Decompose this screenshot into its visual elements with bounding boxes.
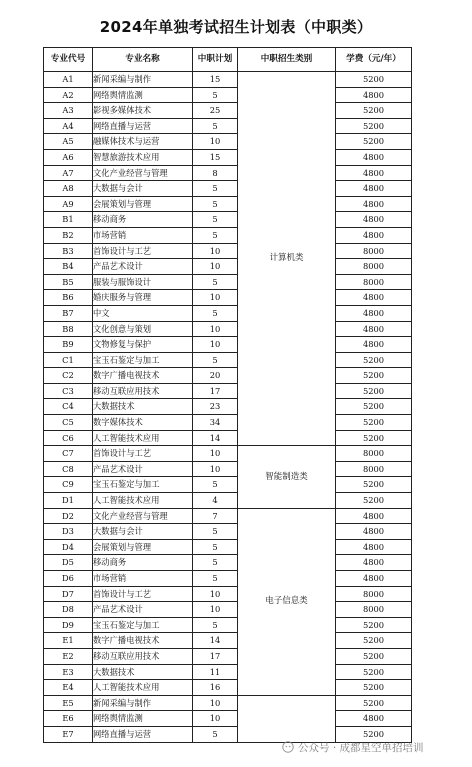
tuition-fee-cell: 4800 <box>336 87 412 103</box>
tuition-fee-cell: 4800 <box>336 555 412 571</box>
plan-count-cell: 7 <box>193 508 238 524</box>
major-code-cell: B5 <box>44 274 93 290</box>
table-row <box>44 430 412 446</box>
major-name-cell: 首饰设计与工艺 <box>93 446 193 462</box>
table-row <box>44 227 412 243</box>
plan-count-cell: 8 <box>193 165 238 181</box>
tuition-fee-cell: 5200 <box>336 134 412 150</box>
tuition-fee-cell: 5200 <box>336 118 412 134</box>
table-row <box>44 149 412 165</box>
table-row <box>44 493 412 509</box>
plan-count-cell: 5 <box>193 196 238 212</box>
plan-count-cell: 10 <box>193 461 238 477</box>
major-code-cell: C8 <box>44 461 93 477</box>
plan-count-cell: 5 <box>193 227 238 243</box>
plan-count-cell: 14 <box>193 633 238 649</box>
tuition-fee-cell: 4800 <box>336 181 412 197</box>
table-row <box>44 259 412 275</box>
tuition-fee-cell: 5200 <box>336 664 412 680</box>
plan-count-cell: 10 <box>193 243 238 259</box>
major-code-cell: A7 <box>44 165 93 181</box>
major-code-cell: D7 <box>44 586 93 602</box>
major-code-cell: D3 <box>44 524 93 540</box>
tuition-fee-cell: 4800 <box>336 524 412 540</box>
major-code-cell: A6 <box>44 149 93 165</box>
major-name-cell: 文物修复与保护 <box>93 337 193 353</box>
tuition-fee-cell: 8000 <box>336 259 412 275</box>
major-name-cell: 宝玉石鉴定与加工 <box>93 477 193 493</box>
major-code-cell: D9 <box>44 617 93 633</box>
wechat-icon <box>282 741 294 753</box>
tuition-fee-cell: 5200 <box>336 648 412 664</box>
major-code-cell: D1 <box>44 493 93 509</box>
plan-count-cell: 17 <box>193 648 238 664</box>
major-code-cell: A1 <box>44 72 93 88</box>
major-code-cell: E6 <box>44 711 93 727</box>
major-name-cell: 市场营销 <box>93 571 193 587</box>
plan-count-cell: 5 <box>193 181 238 197</box>
major-code-cell: C7 <box>44 446 93 462</box>
tuition-fee-cell: 4800 <box>336 711 412 727</box>
major-name-cell: 产品艺术设计 <box>93 259 193 275</box>
major-name-cell: 大数据技术 <box>93 664 193 680</box>
tuition-fee-cell: 5200 <box>336 477 412 493</box>
major-code-cell: D6 <box>44 571 93 587</box>
major-name-cell: 数字广播电视技术 <box>93 633 193 649</box>
major-code-cell: C9 <box>44 477 93 493</box>
major-name-cell: 人工智能技术应用 <box>93 493 193 509</box>
tuition-fee-cell: 8000 <box>336 446 412 462</box>
major-name-cell: 数字广播电视技术 <box>93 368 193 384</box>
tuition-fee-cell: 4800 <box>336 212 412 228</box>
major-code-cell: D8 <box>44 602 93 618</box>
plan-count-cell: 34 <box>193 415 238 431</box>
table-row <box>44 680 412 696</box>
table-row <box>44 711 412 727</box>
major-code-cell: C3 <box>44 383 93 399</box>
table-row <box>44 290 412 306</box>
major-code-cell: E4 <box>44 680 93 696</box>
plan-count-cell: 10 <box>193 290 238 306</box>
watermark-text: 公众号 · 成都星空单招培训 <box>298 741 424 754</box>
table-row <box>44 243 412 259</box>
major-code-cell: E1 <box>44 633 93 649</box>
table-row <box>44 103 412 119</box>
major-code-cell: C2 <box>44 368 93 384</box>
plan-count-cell: 11 <box>193 664 238 680</box>
major-name-cell: 人工智能技术应用 <box>93 680 193 696</box>
table-row <box>44 571 412 587</box>
tuition-fee-cell: 5200 <box>336 493 412 509</box>
major-name-cell: 新闻采编与制作 <box>93 695 193 711</box>
table-row <box>44 181 412 197</box>
header-plan: 中职计划 <box>193 48 238 72</box>
table-row <box>44 602 412 618</box>
plan-count-cell: 20 <box>193 368 238 384</box>
major-name-cell: 数字媒体技术 <box>93 415 193 431</box>
tuition-fee-cell: 5200 <box>336 103 412 119</box>
table-row <box>44 352 412 368</box>
table-row <box>44 524 412 540</box>
major-name-cell: 智慧旅游技术应用 <box>93 149 193 165</box>
plan-count-cell: 5 <box>193 305 238 321</box>
major-name-cell: 网络直播与运营 <box>93 118 193 134</box>
major-name-cell: 产品艺术设计 <box>93 602 193 618</box>
plan-count-cell: 5 <box>193 726 238 742</box>
tuition-fee-cell: 5200 <box>336 368 412 384</box>
plan-count-cell: 5 <box>193 617 238 633</box>
header-code: 专业代号 <box>44 48 93 72</box>
tuition-fee-cell: 4800 <box>336 227 412 243</box>
major-name-cell: 影视多媒体技术 <box>93 103 193 119</box>
major-code-cell: B1 <box>44 212 93 228</box>
plan-count-cell: 5 <box>193 87 238 103</box>
table-row <box>44 87 412 103</box>
tuition-fee-cell: 5200 <box>336 430 412 446</box>
major-name-cell: 服装与服饰设计 <box>93 274 193 290</box>
major-name-cell: 大数据与会计 <box>93 181 193 197</box>
table-row <box>44 586 412 602</box>
major-name-cell: 文化产业经营与管理 <box>93 508 193 524</box>
tuition-fee-cell: 5200 <box>336 726 412 742</box>
major-name-cell: 网络舆情监测 <box>93 711 193 727</box>
tuition-fee-cell: 4800 <box>336 165 412 181</box>
tuition-fee-cell: 5200 <box>336 72 412 88</box>
plan-count-cell: 5 <box>193 212 238 228</box>
major-name-cell: 移动商务 <box>93 555 193 571</box>
table-row <box>44 664 412 680</box>
major-name-cell: 网络直播与运营 <box>93 726 193 742</box>
major-code-cell: B4 <box>44 259 93 275</box>
major-name-cell: 移动商务 <box>93 212 193 228</box>
tuition-fee-cell: 5200 <box>336 695 412 711</box>
category-cell: 计算机类 <box>238 72 336 446</box>
major-code-cell: B8 <box>44 321 93 337</box>
tuition-fee-cell: 4800 <box>336 196 412 212</box>
plan-count-cell: 15 <box>193 72 238 88</box>
table-row <box>44 321 412 337</box>
tuition-fee-cell: 8000 <box>336 243 412 259</box>
tuition-fee-cell: 4800 <box>336 508 412 524</box>
plan-count-cell: 23 <box>193 399 238 415</box>
category-cell: 电子信息类 <box>238 508 336 695</box>
major-name-cell: 移动互联应用技术 <box>93 383 193 399</box>
header-category: 中职招生类别 <box>238 48 336 72</box>
plan-count-cell: 14 <box>193 430 238 446</box>
plan-count-cell: 10 <box>193 259 238 275</box>
tuition-fee-cell: 5200 <box>336 352 412 368</box>
plan-count-cell: 10 <box>193 337 238 353</box>
major-code-cell: A3 <box>44 103 93 119</box>
major-code-cell: C5 <box>44 415 93 431</box>
plan-count-cell: 16 <box>193 680 238 696</box>
tuition-fee-cell: 8000 <box>336 461 412 477</box>
plan-count-cell: 5 <box>193 539 238 555</box>
table-row <box>44 72 412 88</box>
table-row <box>44 305 412 321</box>
plan-count-cell: 5 <box>193 352 238 368</box>
tuition-fee-cell: 4800 <box>336 337 412 353</box>
major-name-cell: 大数据技术 <box>93 399 193 415</box>
major-code-cell: E2 <box>44 648 93 664</box>
plan-count-cell: 5 <box>193 555 238 571</box>
major-name-cell: 会展策划与管理 <box>93 539 193 555</box>
table-row <box>44 539 412 555</box>
major-name-cell: 网络舆情监测 <box>93 87 193 103</box>
major-name-cell: 首饰设计与工艺 <box>93 586 193 602</box>
table-row <box>44 383 412 399</box>
plan-count-cell: 5 <box>193 118 238 134</box>
table-row <box>44 415 412 431</box>
plan-count-cell: 10 <box>193 695 238 711</box>
major-code-cell: B3 <box>44 243 93 259</box>
plan-count-cell: 5 <box>193 571 238 587</box>
tuition-fee-cell: 8000 <box>336 274 412 290</box>
table-row <box>44 461 412 477</box>
tuition-fee-cell: 5200 <box>336 633 412 649</box>
plan-count-cell: 10 <box>193 586 238 602</box>
plan-count-cell: 5 <box>193 524 238 540</box>
major-code-cell: A2 <box>44 87 93 103</box>
table-row <box>44 648 412 664</box>
major-name-cell: 大数据与会计 <box>93 524 193 540</box>
plan-count-cell: 15 <box>193 149 238 165</box>
plan-count-cell: 10 <box>193 134 238 150</box>
category-cell: 智能制造类 <box>238 446 336 508</box>
major-name-cell: 会展策划与管理 <box>93 196 193 212</box>
plan-count-cell: 5 <box>193 477 238 493</box>
table-row <box>44 337 412 353</box>
table-row <box>44 477 412 493</box>
table-row <box>44 274 412 290</box>
major-code-cell: E7 <box>44 726 93 742</box>
table-row <box>44 134 412 150</box>
header-name: 专业名称 <box>93 48 193 72</box>
page-title: 2024年单独考试招生计划表（中职类） <box>99 18 373 36</box>
header-fee: 学费（元/年） <box>336 48 412 72</box>
table-row <box>44 617 412 633</box>
major-name-cell: 文化产业经营与管理 <box>93 165 193 181</box>
major-code-cell: B9 <box>44 337 93 353</box>
major-code-cell: B7 <box>44 305 93 321</box>
plan-count-cell: 25 <box>193 103 238 119</box>
major-code-cell: D4 <box>44 539 93 555</box>
tuition-fee-cell: 4800 <box>336 321 412 337</box>
table-row <box>44 212 412 228</box>
major-code-cell: B2 <box>44 227 93 243</box>
table-row <box>44 508 412 524</box>
major-code-cell: A9 <box>44 196 93 212</box>
major-code-cell: A8 <box>44 181 93 197</box>
major-name-cell: 人工智能技术应用 <box>93 430 193 446</box>
major-code-cell: C4 <box>44 399 93 415</box>
major-code-cell: D5 <box>44 555 93 571</box>
table-row <box>44 368 412 384</box>
major-name-cell: 移动互联应用技术 <box>93 648 193 664</box>
table-row <box>44 446 412 462</box>
tuition-fee-cell: 4800 <box>336 539 412 555</box>
table-row <box>44 633 412 649</box>
tuition-fee-cell: 4800 <box>336 571 412 587</box>
major-name-cell: 宝玉石鉴定与加工 <box>93 352 193 368</box>
major-name-cell: 市场营销 <box>93 227 193 243</box>
wechat-watermark <box>282 738 467 756</box>
major-code-cell: B6 <box>44 290 93 306</box>
plan-count-cell: 10 <box>193 446 238 462</box>
major-code-cell: E5 <box>44 695 93 711</box>
enrollment-plan-table <box>43 47 412 743</box>
plan-count-cell: 5 <box>193 274 238 290</box>
major-code-cell: D2 <box>44 508 93 524</box>
table-row <box>44 555 412 571</box>
major-name-cell: 产品艺术设计 <box>93 461 193 477</box>
table-row <box>44 196 412 212</box>
table-header-row <box>44 48 412 72</box>
tuition-fee-cell: 5200 <box>336 399 412 415</box>
major-code-cell: C6 <box>44 430 93 446</box>
plan-count-cell: 10 <box>193 711 238 727</box>
plan-count-cell: 10 <box>193 321 238 337</box>
major-name-cell: 融媒体技术与运营 <box>93 134 193 150</box>
plan-count-cell: 17 <box>193 383 238 399</box>
major-name-cell: 首饰设计与工艺 <box>93 243 193 259</box>
table-body <box>44 72 412 743</box>
plan-count-cell: 4 <box>193 493 238 509</box>
plan-count-cell: 10 <box>193 602 238 618</box>
tuition-fee-cell: 4800 <box>336 149 412 165</box>
major-name-cell: 宝玉石鉴定与加工 <box>93 617 193 633</box>
major-code-cell: A5 <box>44 134 93 150</box>
major-name-cell: 婚庆服务与管理 <box>93 290 193 306</box>
table-row <box>44 695 412 711</box>
tuition-fee-cell: 5200 <box>336 383 412 399</box>
major-name-cell: 新闻采编与制作 <box>93 72 193 88</box>
tuition-fee-cell: 4800 <box>336 305 412 321</box>
major-code-cell: C1 <box>44 352 93 368</box>
major-name-cell: 文化创意与策划 <box>93 321 193 337</box>
major-code-cell: E3 <box>44 664 93 680</box>
major-code-cell: A4 <box>44 118 93 134</box>
table-row <box>44 118 412 134</box>
tuition-fee-cell: 4800 <box>336 290 412 306</box>
tuition-fee-cell: 5200 <box>336 680 412 696</box>
table-row <box>44 399 412 415</box>
tuition-fee-cell: 8000 <box>336 586 412 602</box>
category-cell-empty <box>238 695 336 742</box>
table-row <box>44 165 412 181</box>
tuition-fee-cell: 5200 <box>336 415 412 431</box>
major-name-cell: 中文 <box>93 305 193 321</box>
tuition-fee-cell: 8000 <box>336 602 412 618</box>
tuition-fee-cell: 5200 <box>336 617 412 633</box>
